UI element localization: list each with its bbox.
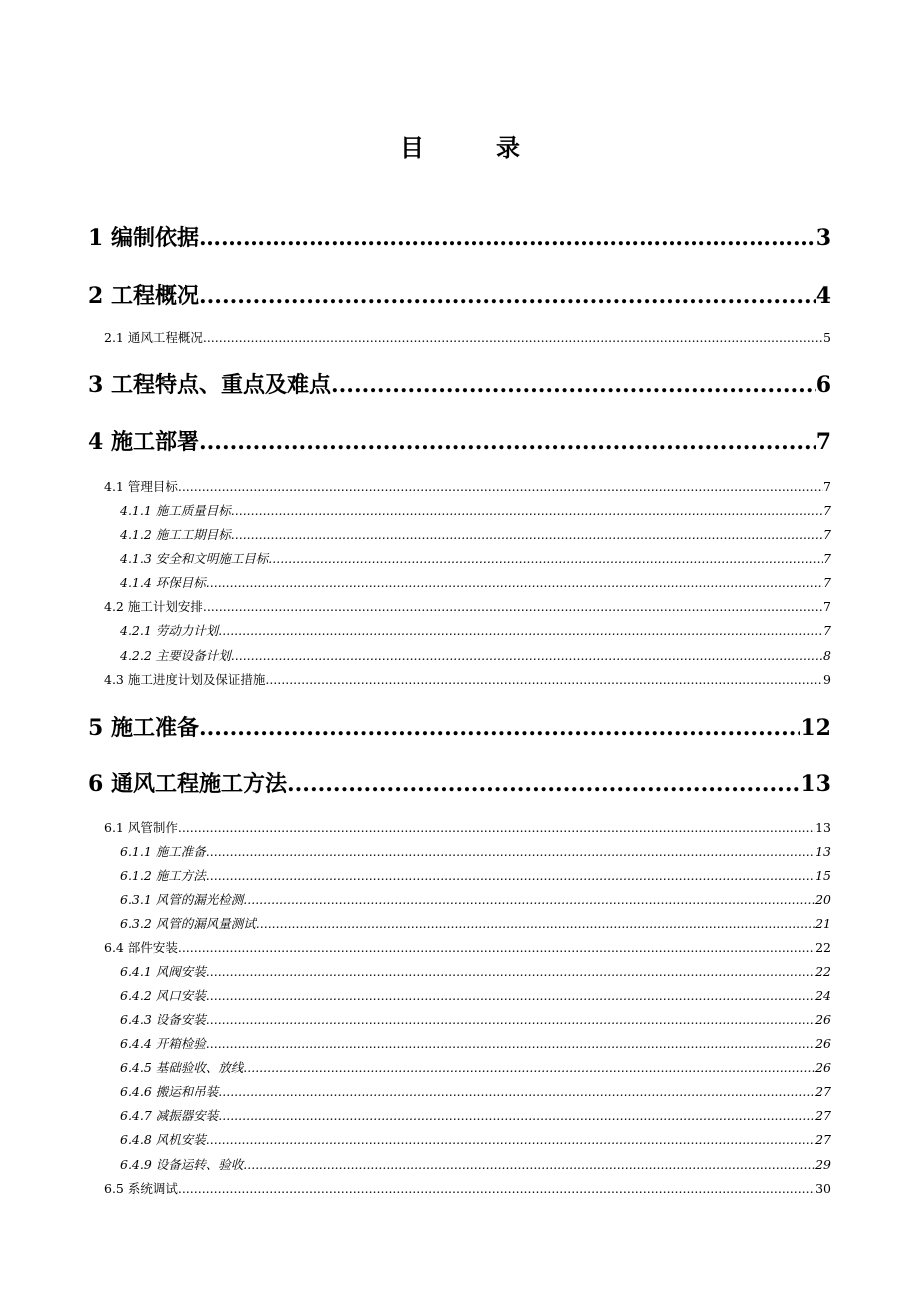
- toc-entry-label: 6.3.1 风管的漏光检测: [120, 892, 244, 907]
- toc-entry-level3[interactable]: [120, 890, 831, 908]
- dot-leader: [199, 429, 816, 455]
- toc-entry-level3[interactable]: [120, 1130, 831, 1148]
- dot-leader: [199, 283, 816, 309]
- toc-entry-label: 4.2.2 主要设备计划: [120, 648, 231, 663]
- dot-leader: [268, 551, 823, 566]
- toc-entry-label: 6.1.2 施工方法: [120, 868, 206, 883]
- toc-entry-level1[interactable]: [88, 711, 831, 741]
- toc-page-number: 7: [823, 623, 831, 638]
- toc-entry-label: 6.4.6 搬运和吊装: [120, 1084, 219, 1099]
- toc-entry-label: 4.1 管理目标: [104, 479, 178, 494]
- dot-leader: [206, 988, 815, 1003]
- dot-leader: [178, 820, 815, 835]
- dot-leader: [231, 648, 823, 663]
- toc-entry-level3[interactable]: [120, 501, 831, 519]
- toc-page-number: 7: [823, 575, 831, 590]
- dot-leader: [218, 1108, 815, 1123]
- toc-entry-label: 4.1.3 安全和文明施工目标: [120, 551, 269, 566]
- toc-entry-level1[interactable]: [88, 425, 831, 455]
- dot-leader: [206, 868, 815, 883]
- dot-leader: [231, 527, 823, 542]
- toc-entry-level3[interactable]: [120, 1058, 831, 1076]
- toc-page-number: 30: [815, 1181, 831, 1196]
- dot-leader: [256, 916, 815, 931]
- toc-entry-label: 6.4.4 开箱检验: [120, 1036, 206, 1051]
- dot-leader: [199, 715, 800, 741]
- toc-entry-level3[interactable]: [120, 866, 831, 884]
- toc-page-number: 12: [800, 715, 831, 741]
- toc-entry-level2[interactable]: [104, 597, 831, 615]
- toc-entry-label: 6.4.7 减振器安装: [120, 1108, 219, 1123]
- dot-leader: [331, 372, 816, 398]
- toc-entry-label: 6.1.1 施工准备: [120, 844, 206, 859]
- toc-entry-label: 6.4.1 风阀安装: [120, 964, 206, 979]
- toc-page-number: 21: [815, 916, 831, 931]
- toc-page-number: 27: [815, 1132, 831, 1147]
- toc-page-number: 9: [823, 672, 831, 687]
- toc-page-number: 7: [823, 503, 831, 518]
- toc-entry-label: 1 编制依据: [88, 225, 199, 251]
- dot-leader: [178, 479, 823, 494]
- toc-page-number: 13: [800, 771, 831, 797]
- toc-page-number: 26: [815, 1012, 831, 1027]
- dot-leader: [243, 892, 815, 907]
- toc-entry-label: 6.4.8 风机安装: [120, 1132, 206, 1147]
- toc-page-number: 3: [815, 225, 831, 251]
- dot-leader: [218, 1084, 815, 1099]
- toc-page-number: 22: [815, 964, 831, 979]
- toc-entry-level2[interactable]: [104, 328, 831, 346]
- dot-leader: [199, 225, 816, 251]
- toc-entry-label: 2.1 通风工程概况: [104, 330, 203, 345]
- toc-page-number: 7: [823, 551, 831, 566]
- toc-entry-level3[interactable]: [120, 621, 831, 639]
- toc-entry-level3[interactable]: [120, 1010, 831, 1028]
- toc-entry-level2[interactable]: [104, 477, 831, 495]
- toc-entry-label: 6.3.2 风管的漏风量测试: [120, 916, 256, 931]
- toc-entry-label: 6 通风工程施工方法: [88, 771, 287, 797]
- toc-page-number: 7: [823, 527, 831, 542]
- toc-page-number: 7: [815, 429, 831, 455]
- toc-page-number: 20: [815, 892, 831, 907]
- toc-entry-label: 4.1.1 施工质量目标: [120, 503, 231, 518]
- dot-leader: [206, 844, 815, 859]
- page-title: 目录: [400, 133, 592, 162]
- dot-leader: [206, 1132, 815, 1147]
- toc-page-number: 5: [823, 330, 831, 345]
- dot-leader: [203, 330, 823, 345]
- dot-leader: [206, 1036, 815, 1051]
- toc-entry-label: 4.1.2 施工工期目标: [120, 527, 231, 542]
- toc-entry-level2[interactable]: [104, 938, 831, 956]
- toc-entry-label: 6.4.9 设备运转、验收: [120, 1157, 244, 1172]
- toc-entry-level3[interactable]: [120, 986, 831, 1004]
- toc-page-number: 13: [815, 820, 831, 835]
- toc-entry-label: 5 施工准备: [88, 715, 199, 741]
- toc-page-number: 15: [815, 868, 831, 883]
- dot-leader: [206, 575, 823, 590]
- toc-entry-level3[interactable]: [120, 962, 831, 980]
- toc-page-number: 26: [815, 1060, 831, 1075]
- toc-page-number: 7: [823, 479, 831, 494]
- toc-entry-label: 4 施工部署: [88, 429, 199, 455]
- toc-entry-label: 4.2.1 劳动力计划: [120, 623, 219, 638]
- toc-entry-level3[interactable]: [120, 549, 831, 567]
- toc-page-number: 26: [815, 1036, 831, 1051]
- toc-page-number: 24: [815, 988, 831, 1003]
- toc-page-number: 27: [815, 1084, 831, 1099]
- toc-entry-label: 2 工程概况: [88, 283, 199, 309]
- dot-leader: [231, 503, 823, 518]
- toc-entry-level1[interactable]: [88, 368, 831, 398]
- toc-entry-level3[interactable]: [120, 1034, 831, 1052]
- toc-entry-level3[interactable]: [120, 1155, 831, 1173]
- toc-entry-label: 6.1 风管制作: [104, 820, 178, 835]
- toc-page-number: 4: [815, 283, 831, 309]
- toc-entry-label: 6.4.3 设备安装: [120, 1012, 206, 1027]
- toc-entry-level1[interactable]: [88, 767, 831, 797]
- toc-entry-level1[interactable]: [88, 279, 831, 309]
- toc-page-number: 13: [815, 844, 831, 859]
- toc-entry-label: 6.4.2 风口安装: [120, 988, 206, 1003]
- toc-entry-label: 4.2 施工计划安排: [104, 599, 203, 614]
- toc-entry-label: 6.5 系统调试: [104, 1181, 178, 1196]
- toc-entry-label: 3 工程特点、重点及难点: [88, 372, 331, 398]
- toc-entry-label: 6.4.5 基础验收、放线: [120, 1060, 244, 1075]
- dot-leader: [178, 1181, 815, 1196]
- toc-entry-level3[interactable]: [120, 1082, 831, 1100]
- toc-entry-label: 6.4 部件安装: [104, 940, 178, 955]
- dot-leader: [203, 599, 823, 614]
- toc-entry-level3[interactable]: [120, 914, 831, 932]
- toc-page-number: 22: [815, 940, 831, 955]
- toc-entry-level3[interactable]: [120, 1106, 831, 1124]
- dot-leader: [218, 623, 823, 638]
- toc-entry-level2[interactable]: [104, 670, 831, 688]
- toc-page-number: 6: [815, 372, 831, 398]
- toc-entry-label: 4.1.4 环保目标: [120, 575, 206, 590]
- dot-leader: [206, 964, 815, 979]
- toc-page-number: 7: [823, 599, 831, 614]
- dot-leader: [287, 771, 800, 797]
- toc-entry-level1[interactable]: [88, 221, 831, 251]
- dot-leader: [243, 1157, 815, 1172]
- dot-leader: [243, 1060, 815, 1075]
- toc-entry-level3[interactable]: [120, 646, 831, 664]
- toc-entry-label: 4.3 施工进度计划及保证措施: [104, 672, 266, 687]
- toc-entry-level3[interactable]: [120, 573, 831, 591]
- toc-entry-level2[interactable]: [104, 818, 831, 836]
- toc-page-number: 8: [823, 648, 831, 663]
- toc-entry-level3[interactable]: [120, 525, 831, 543]
- dot-leader: [178, 940, 815, 955]
- toc-page-number: 27: [815, 1108, 831, 1123]
- toc-entry-level2[interactable]: [104, 1179, 831, 1197]
- dot-leader: [265, 672, 823, 687]
- toc-entry-level3[interactable]: [120, 842, 831, 860]
- toc-page-number: 29: [815, 1157, 831, 1172]
- dot-leader: [206, 1012, 815, 1027]
